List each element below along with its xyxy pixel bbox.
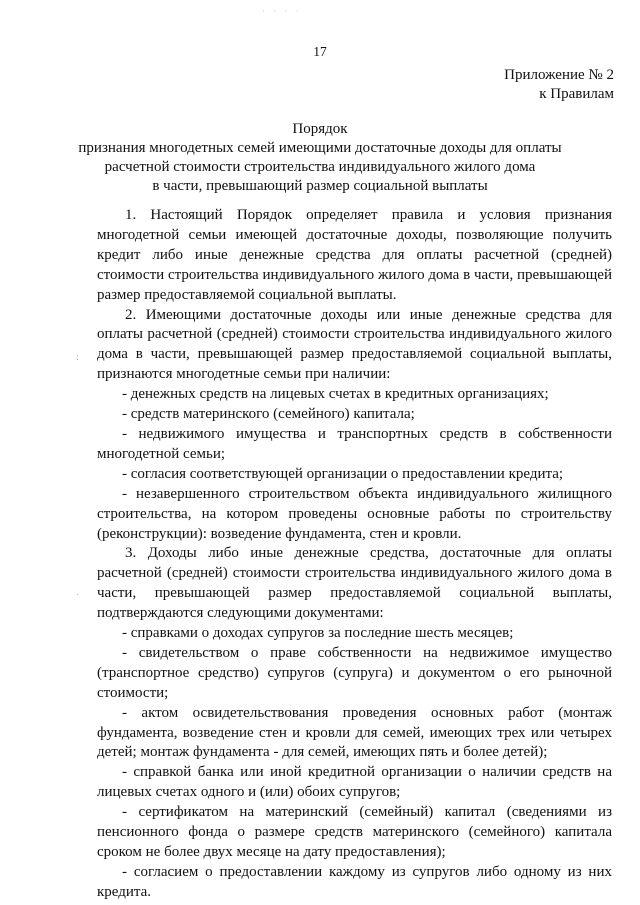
list-item: - согласием о предоставлении каждому из супругов либо одному из них кредита. [97,863,612,900]
list-item: - сертификатом на материнский (семейный) капитал (сведениями из пенсионного фонда о размере средств материнского (семейного) капитала сроком не более двух месяце на дату предоставления); [97,804,612,860]
title-line-3: в части, превышающий размер социальной выплаты [152,178,488,194]
page-number: 17 [313,44,327,59]
list-item: - согласия соответствующей организации о предоставлении кредита; [122,465,564,482]
appendix-line-2: к Правилам [539,86,614,102]
list-item: - денежных средств на лицевых счетах в кредитных организациях; [122,386,549,403]
list-item: - недвижимого имущества и транспортных средств в собственности многодетной семьи; [97,425,612,462]
document-body [97,206,612,903]
list-item: - средств материнского (семейного) капитала; [122,406,415,423]
title-heading: Порядок [292,121,348,137]
appendix-line-1: Приложение № 2 [504,67,614,83]
appendix-reference [504,66,614,104]
paragraph-1: 1. Настоящий Порядок определяет правила и условия признания многодетной семьи имеющей достаточные доходы, позволяющие получить кредит либо иные денежные средства для оплаты расчетной (средней) стоимости строительства индивидуального жилого дома в части, превышающей размер предоставляемой социальной выплаты. [97,207,612,303]
list-item: - справками о доходах супругов за последние шесть месяцев; [122,625,514,642]
paragraph-2: 2. Имеющими достаточные доходы или иные денежные средства для оплаты расчетной (средней) стоимости строительства индивидуального жилого дома в части, превышающей размер предоставляемой социальной выплаты, признаются многодетные семьи при наличии: [97,306,612,383]
margin-scan-mark: : [76,352,79,363]
list-item: - свидетельством о праве собственности на недвижимое имущество (транспортное средство) супругов (супруга) и документом о его рыночной стоимости; [97,644,612,701]
list-item: - справкой банка или иной кредитной организации о наличии средств на лицевых счетах одного и (или) обоих супругов; [97,764,612,801]
margin-scan-mark: · [76,590,80,601]
scan-artifact-marks: · · · · [262,6,302,16]
title-line-1: признания многодетных семей имеющими достаточные доходы для оплаты [78,140,562,156]
title-line-2: расчетной стоимости строительства индивидуального жилого дома [104,159,536,175]
list-item: - актом освидетельствования проведения основных работ (монтаж фундамента, возведение стен и кровли для семей, имеющих трех или четырех детей; монтаж фундамента - для семей, имеющих пять и более детей); [97,704,612,761]
list-item: - незавершенного строительством объекта индивидуального жилищного строительства, на котором проведены основные работы по строительству (реконструкции): возведение фундамента, стен и кровли. [97,485,612,542]
paragraph-3: 3. Доходы либо иные денежные средства, достаточные для оплаты расчетной (средней) стоимости строительства индивидуального жилого дома в части, превышающей размер предоставляемой социальной выплаты, подтверждаются следующими документами: [97,545,612,622]
document-title [30,120,610,196]
